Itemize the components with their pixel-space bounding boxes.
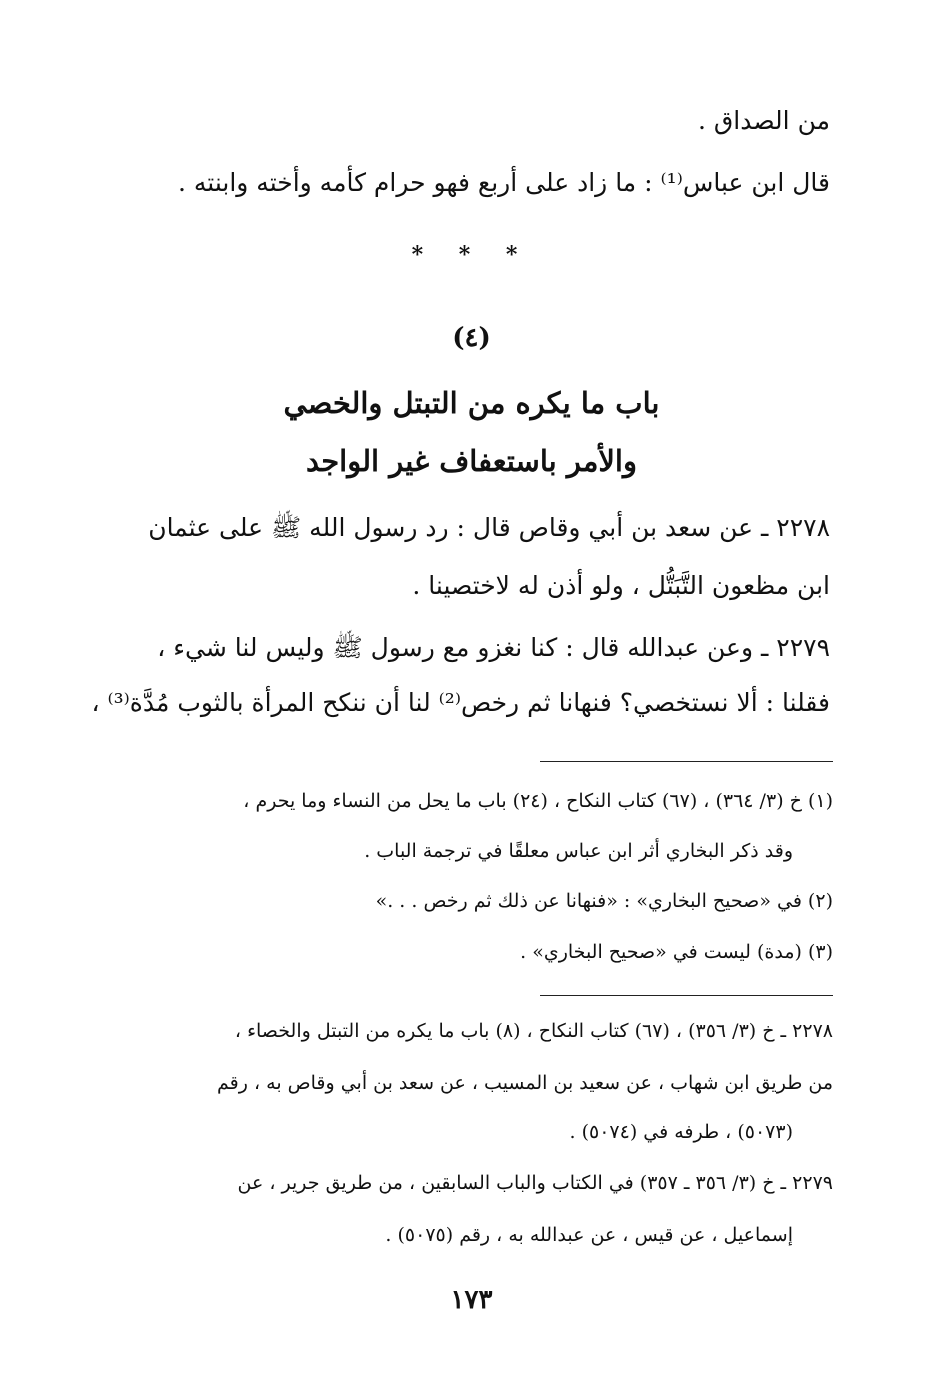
text-line: من الصداق .: [698, 106, 830, 135]
text-line: قال ابن عباس⁽¹⁾ : ما زاد على أربع فهو حرام كأمه وأخته وابنته .: [178, 168, 830, 197]
source-line: من طريق ابن شهاب ، عن سعيد بن المسيب ، عن سعد بن أبي وقاص به ، رقم: [217, 1072, 833, 1094]
source-line: ٢٢٧٩ ـ خ (٣/ ٣٥٦ ـ ٣٥٧) في الكتاب والباب السابقين ، من طريق جرير ، عن: [237, 1172, 833, 1194]
hadith-2278-line: ابن مظعون التَّبَتُّل ، ولو أذن له لاختصينا .: [412, 571, 830, 600]
section-subtitle: والأمر باستعفاف غير الواجد: [306, 444, 637, 478]
footnote-line: (٣) (مدة) ليست في «صحيح البخاري» .: [520, 941, 833, 963]
section-separator: * * *: [411, 242, 532, 268]
section-title: باب ما يكره من التبتل والخصي: [283, 386, 660, 420]
section-number: (٤): [452, 323, 491, 353]
hadith-2279-line: فقلنا : ألا نستخصي؟ فنهانا ثم رخص⁽²⁾ لنا أن ننكح المرأة بالثوب مُدَّة⁽³⁾ ،: [91, 688, 830, 717]
source-line: (٥٠٧٣) ، طرفه في (٥٠٧٤) .: [569, 1121, 793, 1143]
hadith-2278-line: ٢٢٧٨ ـ عن سعد بن أبي وقاص قال : رد رسول الله ﷺ على عثمان: [148, 513, 830, 542]
page-number: ١٧٣: [450, 1285, 493, 1315]
footnote-line: (١) خ (٣/ ٣٦٤) ، (٦٧) كتاب النكاح ، (٢٤) باب ما يحل من النساء وما يحرم ،: [243, 790, 833, 812]
source-line: ٢٢٧٨ ـ خ (٣/ ٣٥٦) ، (٦٧) كتاب النكاح ، (٨) باب ما يكره من التبتل والخصاء ،: [234, 1020, 833, 1042]
footnote-line: وقد ذكر البخاري أثر ابن عباس معلقًا في ترجمة الباب .: [364, 840, 793, 862]
footnote-line: (٢) في «صحيح البخاري» : «فنهانا عن ذلك ثم رخص . . .»: [375, 890, 833, 912]
footnote-divider: [540, 761, 833, 762]
hadith-2279-line: ٢٢٧٩ ـ وعن عبدالله قال : كنا نغزو مع رسول ﷺ وليس لنا شيء ،: [157, 633, 830, 662]
source-line: إسماعيل ، عن قيس ، عن عبدالله به ، رقم (٥٠٧٥) .: [385, 1224, 793, 1246]
sources-divider: [540, 995, 833, 996]
